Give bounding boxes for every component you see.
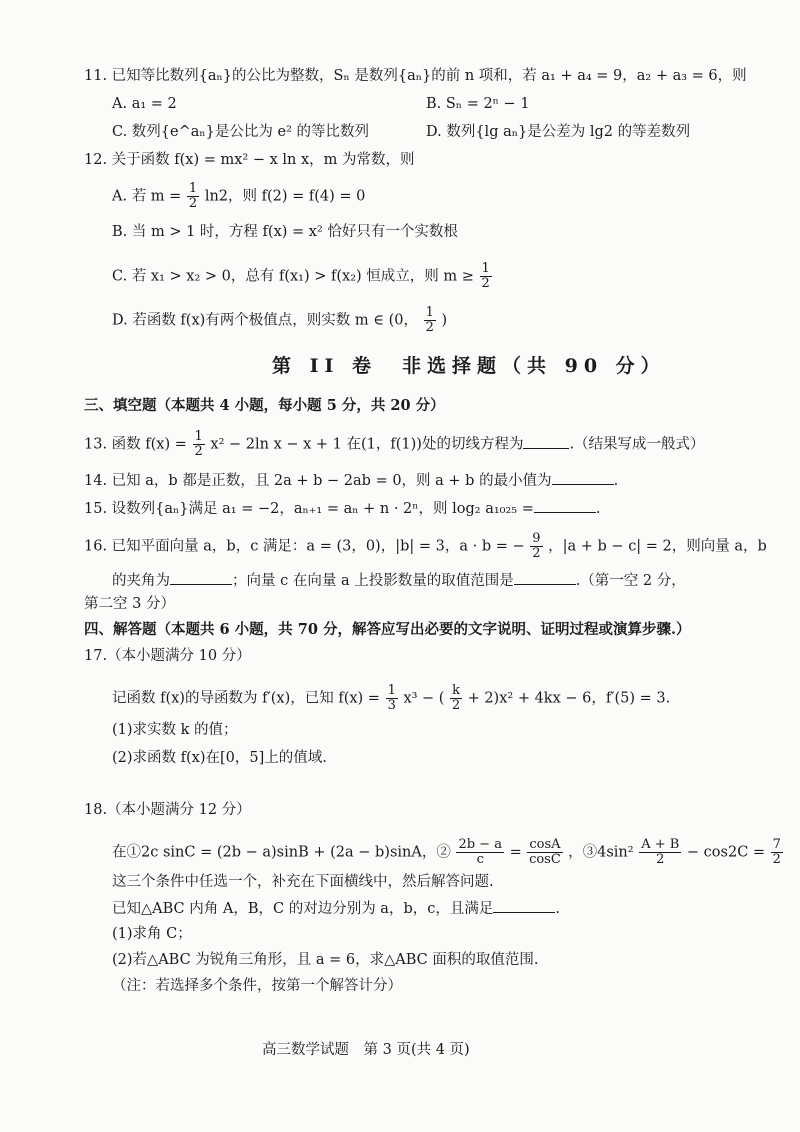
q18-line3: 已知△ABC 内角 A，B，C 的对边分别为 a，b，c，且满足 . <box>112 898 560 919</box>
q17-statement: 记函数 f(x)的导函数为 f′(x)，已知 f(x) = $\frac{1}{3}$ x³ − ( $\frac{k}{2}$ + 2)x² + 4kx − 6，f′(5) = 3. <box>112 683 671 713</box>
fraction: $\frac{7}{2}$ <box>772 837 781 867</box>
page-footer: 高三数学试题 第 3 页(共 4 页) <box>262 1042 470 1058</box>
section4-heading: 四、解答题（本题共 6 小题，共 70 分，解答应写出必要的文字说明、证明过程或演算步骤.） <box>84 621 691 638</box>
q12-option-b: B. 当 m > 1 时，方程 f(x) = x² 恰好只有一个实数根 <box>112 224 458 240</box>
q16-line3: 第二空 3 分） <box>84 596 175 612</box>
q12-stem: 12. 关于函数 f(x) = mx² − x ln x，m 为常数，则 <box>84 152 415 168</box>
fraction: $\frac{1}{2}$ <box>481 261 490 291</box>
q11-option-d: D. 数列{lg aₙ}是公差为 lg2 的等差数列 <box>426 124 691 140</box>
q16-line2: 的夹角为 ；向量 c 在向量 a 上投影数量的取值范围是 .（第一空 2 分， <box>112 570 686 591</box>
q18-part1: (1)求角 C； <box>112 926 192 942</box>
section3-heading: 三、填空题（本题共 4 小题，每小题 5 分，共 20 分） <box>84 397 445 414</box>
q15: 15. 设数列{aₙ}满足 a₁ = −2，aₙ₊₁ = aₙ + n · 2ⁿ，则 log₂ a₁₀₂₅ = . <box>84 498 601 519</box>
fraction: $\frac{2b - a}{c}$ <box>458 837 502 867</box>
q12-option-c: C. 若 x₁ > x₂ > 0，总有 f(x₁) > f(x₂) 恒成立，则 m ≥ $\frac{1}{2}$ <box>112 261 490 291</box>
q18-note: （注：若选择多个条件，按第一个解答计分） <box>112 978 402 994</box>
fraction: $\frac{1}{3}$ <box>387 683 396 713</box>
fraction: $\frac{\cos A}{\cos C}$ <box>529 837 561 867</box>
part2-title: 第 II 卷 非选择题（共 90 分） <box>272 355 666 377</box>
q17-part1: (1)求实数 k 的值； <box>112 722 238 738</box>
q11-option-c: C. 数列{e^aₙ}是公比为 e² 的等比数列 <box>112 124 370 140</box>
fraction: $\frac{9}{2}$ <box>532 531 541 561</box>
answer-blank[interactable] <box>493 898 555 913</box>
fraction: $\frac{1}{2}$ <box>194 429 203 459</box>
answer-blank[interactable] <box>170 570 232 585</box>
fraction: $\frac{A + B}{2}$ <box>641 837 680 867</box>
fraction: $\frac{1}{2}$ <box>188 181 198 211</box>
q18-part2: (2)若△ABC 为锐角三角形，且 a = 6，求△ABC 面积的取值范围. <box>112 952 539 968</box>
q13: 13. 函数 f(x) = $\frac{1}{2}$ x² − 2ln x − x + 1 在(1，f(1))处的切线方程为 .（结果写成一般式） <box>84 429 705 459</box>
answer-blank[interactable] <box>514 570 576 585</box>
q18-line2: 这三个条件中任选一个，补充在下面横线中，然后解答问题. <box>112 874 494 890</box>
q12-option-d: D. 若函数 f(x)有两个极值点，则实数 m ∈ (0， $\frac{1}{2}$ ) <box>112 305 448 335</box>
q18-conditions: 在①2c sinC = (2b − a)sinB + (2a − b)sinA，② $\frac{2b - a}{c}$ = $\frac{\cos A}{\cos C}$ ，③4sin² $\frac{A + B}{2}$ − cos2C = $\frac{7}{2}$ <box>112 837 781 867</box>
answer-blank[interactable] <box>534 498 596 513</box>
q11-stem: 11. 已知等比数列{aₙ}的公比为整数，Sₙ 是数列{aₙ}的前 n 项和，若 a₁ + a₄ = 9，a₂ + a₃ = 6，则 <box>84 68 747 84</box>
q14: 14. 已知 a，b 都是正数，且 2a + b − 2ab = 0，则 a + b 的最小值为 . <box>84 470 618 491</box>
q11-option-b: B. Sₙ = 2ⁿ − 1 <box>426 96 530 112</box>
q16: 16. 已知平面向量 a，b，c 满足：a = (3，0)，|b| = 3，a · b = − $\frac{9}{2}$ ，|a + b − c| = 2，则向量 a，b <box>84 531 767 561</box>
q17-part2: (2)求函数 f(x)在[0，5]上的值域. <box>112 750 327 766</box>
q17-header: 17.（本小题满分 10 分） <box>84 648 251 664</box>
q18-header: 18.（本小题满分 12 分） <box>84 802 251 818</box>
q11-option-a: A. a₁ = 2 <box>112 96 177 112</box>
fraction: $\frac{k}{2}$ <box>451 683 461 713</box>
fraction: $\frac{1}{2}$ <box>425 305 434 335</box>
answer-blank[interactable] <box>552 470 614 485</box>
q12-option-a: A. 若 m = $\frac{1}{2}$ ln2，则 f(2) = f(4) = 0 <box>112 181 366 211</box>
answer-blank[interactable] <box>523 434 569 449</box>
